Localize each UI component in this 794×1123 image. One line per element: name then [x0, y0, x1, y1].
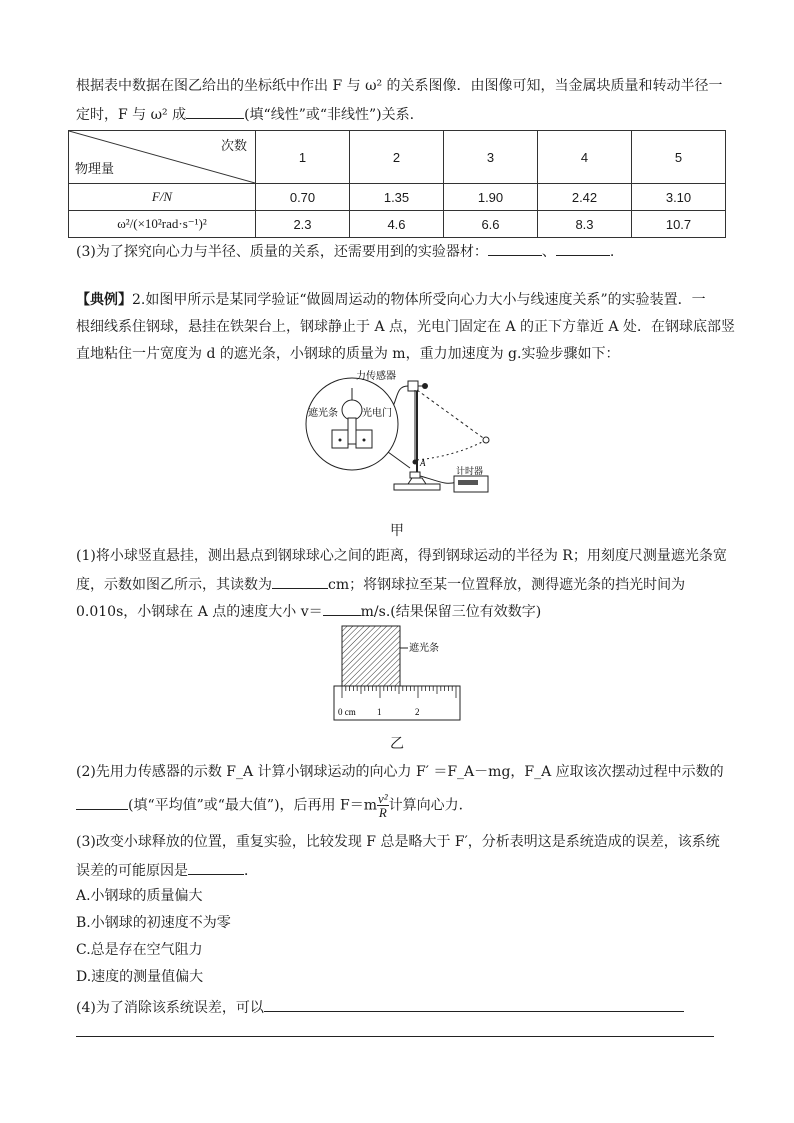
- inset-dot-left: [339, 439, 342, 442]
- prev-q3-separator: 、: [541, 244, 556, 260]
- answer-blank-eliminate-error[interactable]: [264, 996, 684, 1012]
- q3-text-2a: 误差的可能原因是: [76, 863, 188, 879]
- q4-text: (4)为了消除该系统误差，可以: [76, 1000, 264, 1016]
- ruler-label-0: 0 cm: [338, 707, 356, 717]
- figure-2-caption: 乙: [390, 736, 404, 752]
- example-line-2: 根细线系住钢球，悬挂在铁架台上，钢球静止于 A 点，光电门固定在 A 的正下方靠近 A 处．在钢球底部竖: [76, 319, 736, 335]
- answer-line-continuation[interactable]: [76, 1036, 714, 1037]
- answer-blank-sensor-value[interactable]: [76, 794, 128, 810]
- ball-at-a: [413, 460, 418, 465]
- table-row: [69, 211, 726, 238]
- label-shading-strip: 遮光条: [308, 408, 338, 419]
- q1-text-3a: 0.010s，小钢球在 A 点的速度大小 v＝: [76, 604, 323, 620]
- example-text-1: 2.如图甲所示是某同学验证“做圆周运动的物体所受向心力大小与线速度关系”的实验装置．一: [132, 292, 706, 308]
- table-cell: 4.6: [350, 211, 444, 238]
- prev-q3-end: .: [609, 244, 615, 260]
- q2-text-2b: 计算向心力．: [388, 797, 473, 814]
- table-header-row: [69, 131, 726, 184]
- inset-strip: [348, 418, 356, 444]
- ruler-label-1: 1: [377, 707, 382, 717]
- answer-blank-reading-cm[interactable]: [272, 573, 328, 589]
- answer-blank-linearity[interactable]: [186, 103, 244, 119]
- prev-question-3: [76, 240, 614, 262]
- answer-blank-equipment-2[interactable]: [556, 240, 610, 256]
- figure-1-caption: 甲: [390, 523, 404, 539]
- timer-display: [458, 480, 478, 485]
- q3-line-1: (3)改变小球释放的位置，重复实验，比较发现 F 总是略大于 F′，分析表明这是系统造成的误差，该系统: [76, 834, 720, 850]
- shading-strip: [342, 626, 400, 686]
- apparatus-figure: [296, 368, 506, 520]
- table-col-header: 4: [538, 131, 632, 184]
- stand-base: [394, 484, 440, 490]
- q2-text-2a: (填“平均值”或“最大值”)，后再用 F＝m: [128, 797, 377, 814]
- corner-label-count: 次数: [220, 139, 247, 154]
- intro-line-2-start: 定时，F 与 ω² 成: [76, 107, 187, 123]
- example-line-1: [76, 290, 706, 310]
- q3-text-2b: ．: [244, 863, 258, 879]
- q1-line-3: [76, 600, 541, 622]
- row-label-force: F/N: [69, 184, 256, 211]
- q4-line: [76, 996, 684, 1018]
- table-col-header: 5: [632, 131, 726, 184]
- label-timer: 计时器: [456, 467, 484, 477]
- label-point-a: A: [420, 458, 426, 468]
- table-col-header: 3: [444, 131, 538, 184]
- intro-line-2: [76, 103, 414, 125]
- table-cell: 1.35: [350, 184, 444, 211]
- inset-ball: [342, 400, 362, 420]
- ruler-strip-label: 遮光条: [409, 643, 439, 654]
- q1-text-2b: cm；将钢球拉至某一位置释放，测得遮光条的挡光时间为: [328, 577, 686, 593]
- ball-released: [483, 437, 489, 443]
- table-cell: 10.7: [632, 211, 726, 238]
- sensor-knob: [422, 383, 428, 389]
- corner-label-quantity: 物理量: [75, 162, 115, 177]
- fraction-numerator: v²: [378, 791, 388, 806]
- sensor-wire: [392, 386, 408, 408]
- table-cell: 0.70: [256, 184, 350, 211]
- row-label-omega: ω²/(×10²rad·s⁻¹)²: [69, 211, 256, 238]
- example-tag: 【典例】: [76, 292, 132, 308]
- example-line-3: 直地粘住一片宽度为 d 的遮光条，小钢球的质量为 m，重力加速度为 g.实验步骤如下：: [76, 346, 620, 362]
- inset-pointer: [388, 452, 410, 468]
- photogate: [410, 472, 420, 478]
- table-cell: 1.90: [444, 184, 538, 211]
- swing-arc: [417, 440, 486, 460]
- force-sensor: [408, 381, 418, 391]
- table-cell: 3.10: [632, 184, 726, 211]
- answer-blank-cause[interactable]: [188, 859, 244, 875]
- option-b[interactable]: B.小钢球的初速度不为零: [76, 915, 231, 931]
- answer-blank-velocity[interactable]: [323, 600, 361, 616]
- option-d[interactable]: D.速度的测量值偏大: [76, 969, 204, 985]
- q1-text-2a: 度，示数如图乙所示，其读数为: [76, 577, 272, 593]
- intro-line-1: 根据表中数据在图乙给出的坐标纸中作出 F 与 ω² 的关系图像．由图像可知，当金属块质量和转动半径一: [76, 78, 723, 94]
- table-corner-cell: [69, 131, 256, 184]
- ruler-label-2: 2: [415, 707, 420, 717]
- table-cell: 2.42: [538, 184, 632, 211]
- inset-dot-right: [363, 439, 366, 442]
- swing-string-dashed: [417, 390, 486, 440]
- table-cell: 6.6: [444, 211, 538, 238]
- table-cell: 8.3: [538, 211, 632, 238]
- table-col-header: 2: [350, 131, 444, 184]
- q2-line-2: [76, 792, 473, 819]
- table-col-header: 1: [256, 131, 350, 184]
- table-cell: 2.3: [256, 211, 350, 238]
- q2-line-1: (2)先用力传感器的示数 F_A 计算小钢球运动的向心力 F′ ＝F_A－mg，F_A 应取该次摆动过程中示数的: [76, 764, 724, 780]
- ruler-figure: [332, 624, 462, 724]
- option-c[interactable]: C.总是存在空气阻力: [76, 942, 203, 958]
- prev-q3-text: (3)为了探究向心力与半径、质量的关系，还需要用到的实验器材：: [76, 244, 488, 260]
- label-photogate: 光电门: [362, 408, 392, 419]
- stand-foot: [408, 478, 426, 484]
- table-row: [69, 184, 726, 211]
- option-a[interactable]: A.小钢球的质量偏大: [76, 888, 203, 904]
- q1-line-2: [76, 573, 685, 595]
- q1-line-1: (1)将小球竖直悬挂，测出悬点到钢球球心之间的距离，得到钢球运动的半径为 R；用刻度尺测量遮光条宽: [76, 548, 727, 564]
- formula-fraction: [377, 792, 389, 819]
- fraction-denominator: R: [378, 805, 387, 820]
- q1-text-3b: m/s.(结果保留三位有效数字): [360, 604, 542, 620]
- label-force-sensor: 力传感器: [356, 371, 396, 382]
- q3-line-2: [76, 859, 258, 881]
- data-table: [68, 130, 726, 238]
- intro-line-2-end: (填“线性”或“非线性”)关系.: [244, 107, 415, 123]
- answer-blank-equipment-1[interactable]: [488, 240, 542, 256]
